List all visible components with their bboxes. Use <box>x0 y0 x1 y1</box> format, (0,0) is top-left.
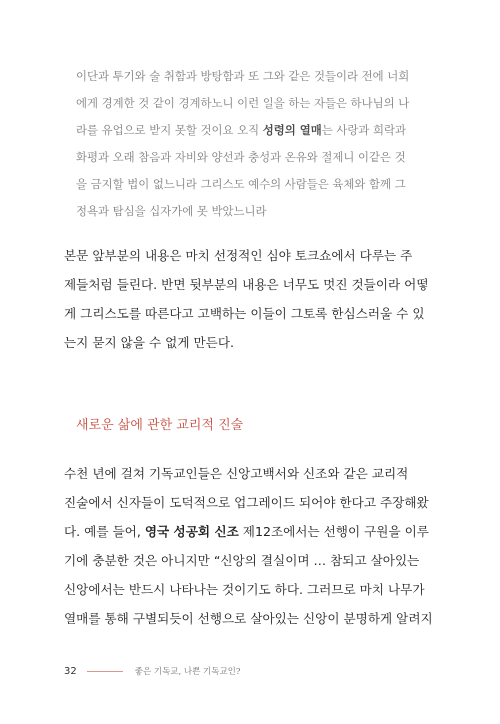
footer-divider <box>87 671 123 672</box>
body-line: 본문 앞부분의 내용은 마치 선정적인 심야 토크쇼에서 다루는 주 <box>64 248 413 263</box>
quote-line <box>76 120 436 147</box>
body-line: 진술에서 신자들이 도덕적으로 업그레이드 되어야 한다고 주장해왔 <box>64 495 429 510</box>
body-text: 다. 예를 들어, <box>64 524 145 539</box>
body-text: 제12조에서는 선행이 구원을 이루 <box>238 524 429 539</box>
page-number: 32 <box>64 665 77 677</box>
quote-text: 라를 유업으로 받지 못할 것이요 오직 <box>76 123 263 137</box>
scripture-quote <box>76 66 436 228</box>
quote-line: 에게 경계한 것 같이 경계하노니 이런 일을 하는 자들은 하나님의 나 <box>76 96 410 110</box>
body-paragraph-1 <box>64 245 436 361</box>
body-line <box>64 521 436 550</box>
quote-text: 는 사랑과 희락과 <box>321 123 407 137</box>
body-paragraph-2 <box>64 463 436 637</box>
body-line: 열매를 통해 구별되듯이 선행으로 살아있는 신앙이 분명하게 알려지 <box>64 611 433 626</box>
body-emphasis: 영국 성공회 신조 <box>144 524 239 539</box>
quote-emphasis: 성령의 열매 <box>262 123 322 137</box>
body-line: 제들처럼 들린다. 반면 뒷부분의 내용은 너무도 멋진 것들이라 어떻 <box>64 277 429 292</box>
section-heading: 새로운 삶에 관한 교리적 진술 <box>76 418 244 433</box>
quote-line: 정욕과 탐심을 십자가에 못 박았느니라 <box>76 204 267 218</box>
page-footer <box>64 664 240 678</box>
body-line: 수천 년에 걸쳐 기독교인들은 신앙고백서와 신조와 같은 교리적 <box>64 466 409 481</box>
body-line: 신앙에서는 반드시 나타나는 것이기도 하다. 그러므로 마치 나무가 <box>64 582 425 597</box>
running-title: 좋은 기독교, 나쁜 기독교인? <box>134 667 241 677</box>
body-line: 게 그리스도를 따른다고 고백하는 이들이 그토록 한심스러울 수 있 <box>64 306 425 321</box>
body-line: 기에 충분한 것은 아니지만 “신앙의 결실이며 … 참되고 살아있는 <box>64 553 420 568</box>
quote-line: 화평과 오래 참음과 자비와 양선과 충성과 온유와 절제니 이같은 것 <box>76 150 406 164</box>
quote-line: 이단과 투기와 술 취함과 방탕함과 또 그와 같은 것들이라 전에 너희 <box>76 69 410 83</box>
body-line: 는지 묻지 않을 수 없게 만든다. <box>64 335 235 350</box>
quote-line: 을 금지할 법이 없느니라 그리스도 예수의 사람들은 육체와 함께 그 <box>76 177 406 191</box>
